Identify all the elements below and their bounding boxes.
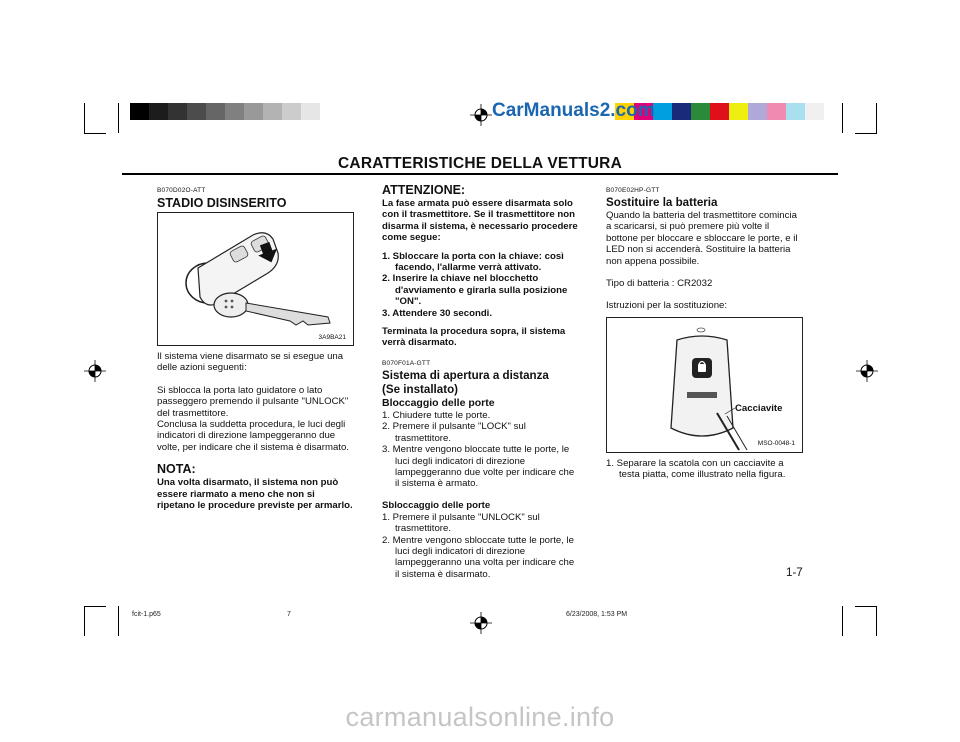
note-heading: NOTA: [157, 462, 196, 477]
crop-mark [118, 103, 119, 133]
attention-intro: La fase armata può essere disarmata solo con il trasmettitore. Se il trasmettitore non disarma il sistema, è necessario procedere come segue: [382, 198, 578, 244]
replacement-steps [606, 458, 803, 481]
instructions-label: Istruzioni per la sostituzione: [606, 300, 728, 312]
registration-target-icon [84, 360, 106, 382]
color-swatch [805, 103, 824, 120]
color-swatch [672, 103, 691, 120]
list-item: 1. Separare la scatola con un cacciavite a testa piatta, come illustrato nella figura. [606, 457, 786, 481]
crop-mark [84, 606, 106, 607]
color-swatch [206, 103, 225, 120]
section-heading: Sostituire la batteria [606, 196, 718, 209]
battery-type: Tipo di batteria : CR2032 [606, 278, 713, 290]
crop-mark [84, 103, 85, 133]
attention-steps [382, 251, 578, 319]
color-swatch [130, 103, 149, 120]
crop-mark [876, 103, 877, 133]
list-item: 2. Inserire la chiave nel blocchetto d'avviamento e girarla sulla posizione "ON". [382, 273, 568, 308]
footer-date: 6/23/2008, 1:53 PM [566, 611, 628, 618]
section-code: B070F01A-GTT [382, 359, 431, 367]
registration-target-icon [856, 360, 878, 382]
color-swatch [168, 103, 187, 120]
crop-mark [84, 133, 106, 134]
crop-mark [84, 606, 85, 636]
page-title: CARATTERISTICHE DELLA VETTURA [338, 155, 622, 172]
lock-steps [382, 410, 578, 490]
footer-page: 7 [287, 611, 291, 618]
color-swatch [729, 103, 748, 120]
lock-heading: Bloccaggio delle porte [382, 396, 495, 409]
crop-mark [855, 133, 877, 134]
crop-mark [842, 606, 843, 636]
key-fob-figure [157, 212, 354, 346]
grayscale-color-bar [130, 103, 339, 120]
registration-target-icon [470, 612, 492, 634]
list-item: 2. Premere il pulsante "LOCK" sul trasmettitore. [382, 421, 526, 444]
column-left [157, 187, 354, 511]
section-code: B070E02HP-GTT [606, 187, 660, 194]
color-swatch [263, 103, 282, 120]
section-heading: STADIO DISINSERITO [157, 196, 287, 210]
color-swatch [786, 103, 805, 120]
paragraph: Conclusa la suddetta procedura, le luci degli indicatori di direzione lampeggeranno due volte, per indicare che il sistema è disarmato. [157, 419, 349, 453]
crop-mark [842, 103, 843, 133]
page-number: 1-7 [786, 566, 803, 579]
color-swatch [187, 103, 206, 120]
section-subheading: (Se installato) [382, 382, 459, 396]
figure-label: 3A9BA21 [318, 334, 346, 341]
list-item: 3. Attendere 30 secondi. [382, 307, 493, 319]
section-heading: Sistema di apertura a distanza [382, 368, 549, 382]
watermark: carmanualsonline.info [345, 702, 615, 732]
attention-outro: Terminata la procedura sopra, il sistema verrà disarmato. [382, 326, 566, 349]
remote-screwdriver-illustration-icon [607, 318, 802, 452]
color-swatch [767, 103, 786, 120]
section-code: B070D02O-ATT [157, 187, 206, 194]
battery-figure [606, 317, 803, 453]
screwdriver-callout: Cacciavite [735, 402, 783, 414]
unlock-steps [382, 512, 578, 580]
color-swatch [691, 103, 710, 120]
list-item: 1. Chiudere tutte le porte. [382, 409, 491, 421]
color-swatch [748, 103, 767, 120]
title-rule [122, 173, 838, 175]
color-swatch [710, 103, 729, 120]
crop-mark [876, 606, 877, 636]
column-middle [382, 183, 578, 580]
list-item: 3. Mentre vengono bloccate tutte le porte, le luci degli indicatori di direzione lampeggeranno due volte per indicare che il sistema è armato. [382, 444, 575, 490]
list-item: 1. Sbloccare la porta con la chiave: così facendo, l'allarme verrà attivato. [382, 250, 564, 274]
list-item: 1. Premere il pulsante "UNLOCK" sul trasmettitore. [382, 511, 540, 535]
registration-target-icon [470, 104, 492, 126]
column-right [606, 187, 803, 481]
color-swatch [653, 103, 672, 120]
figure-label: MSO-0048-1 [757, 439, 795, 447]
crop-mark [118, 606, 119, 636]
color-swatch [301, 103, 320, 120]
color-swatch [244, 103, 263, 120]
color-swatch [282, 103, 301, 120]
color-swatch [320, 103, 339, 120]
unlock-heading: Sbloccaggio delle porte [382, 499, 491, 511]
crop-mark [855, 606, 877, 607]
attention-heading: ATTENZIONE: [382, 183, 466, 197]
paragraph: Quando la batteria del trasmettitore comincia a scaricarsi, si può premere più volte il bottone per bloccare e sbloccare le porte, e il LED non si accenderà. Sostituire la batteria non appena possibile. [606, 210, 798, 267]
key-fob-illustration-icon [158, 213, 353, 345]
site-logo: CarManuals2.com [492, 100, 655, 121]
paragraph: Il sistema viene disarmato se si esegue una delle azioni seguenti: [157, 351, 344, 374]
color-swatch [149, 103, 168, 120]
paragraph: Si sblocca la porta lato guidatore o lato passeggero premendo il pulsante "UNLOCK" del trasmettitore. [157, 384, 349, 419]
list-item: 2. Mentre vengono sbloccate tutte le porte, le luci degli indicatori di direzione lampeggeranno una volta per indicare che il sistema è disarmato. [382, 534, 575, 580]
color-swatch [225, 103, 244, 120]
note-text: Una volta disarmato, il sistema non può essere riarmato a meno che non si ripetano le procedure previste per armarlo. [157, 477, 353, 512]
footer-file: fcit-1.p65 [132, 611, 161, 618]
